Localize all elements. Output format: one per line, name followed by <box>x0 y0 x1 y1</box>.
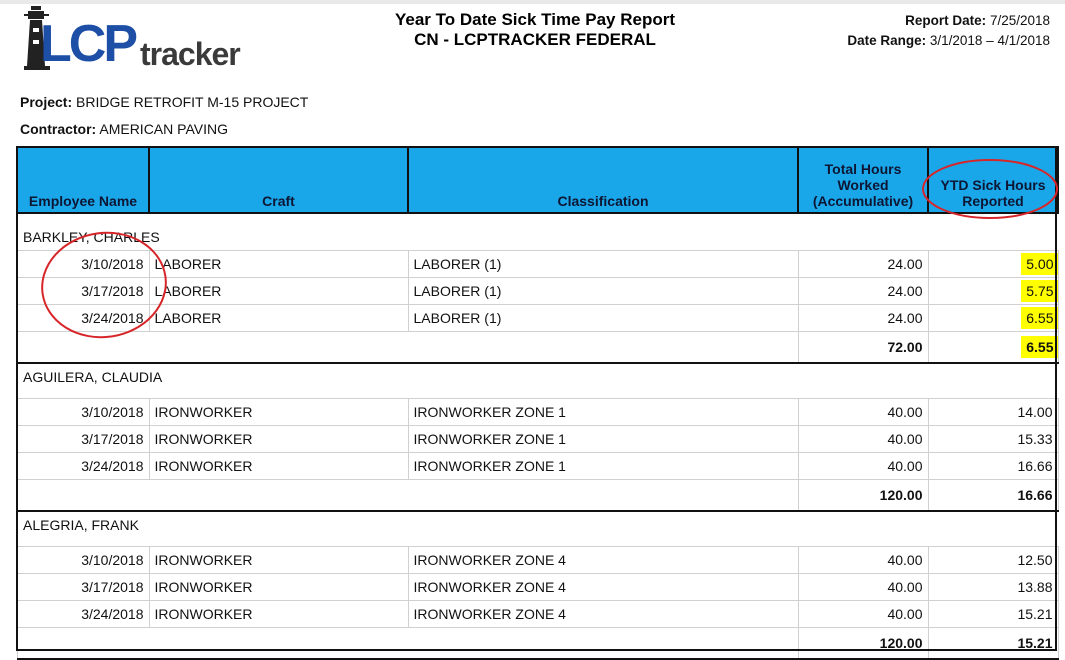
cell-hours: 40.00 <box>798 453 928 480</box>
employee-name: AGUILERA, CLAUDIA <box>23 369 163 385</box>
employee-name: BARKLEY, CHARLES <box>23 229 160 245</box>
cell-date: 3/24/2018 <box>17 601 149 628</box>
cell-ytd: 15.33 <box>928 426 1058 453</box>
date-range-label: Date Range: <box>847 33 927 48</box>
total-hours: 120.00 <box>798 480 928 512</box>
cell-ytd <box>928 251 1058 278</box>
report-title-line1: Year To Date Sick Time Pay Report <box>395 10 675 29</box>
cell-craft: IRONWORKER <box>149 574 408 601</box>
group-spacer <box>17 538 1058 547</box>
contractor-value: AMERICAN PAVING <box>99 121 228 137</box>
employee-total-row <box>17 332 1058 364</box>
highlighted-ytd-value: 6.55 <box>1021 307 1057 329</box>
col-header-total-hours-line1: Total Hours <box>824 161 902 177</box>
col-header-ytd-sick-hours <box>928 147 1058 213</box>
table-header-row <box>17 147 1058 213</box>
cell-date: 3/10/2018 <box>17 399 149 426</box>
col-header-classification: Classification <box>408 147 798 213</box>
table-row <box>17 251 1058 278</box>
highlighted-ytd-value: 5.00 <box>1021 253 1057 275</box>
col-header-total-hours-line2: Worked <box>837 177 889 193</box>
cell-hours: 40.00 <box>798 601 928 628</box>
table-body <box>17 213 1058 659</box>
project-line <box>20 94 308 110</box>
cell-date: 3/24/2018 <box>17 305 149 332</box>
employee-group-row <box>17 213 1058 251</box>
cell-craft: IRONWORKER <box>149 426 408 453</box>
top-border <box>0 0 1065 4</box>
cell-hours: 40.00 <box>798 399 928 426</box>
cell-ytd: 16.66 <box>928 453 1058 480</box>
col-header-employee: Employee Name <box>17 147 149 213</box>
cell-ytd <box>928 278 1058 305</box>
sick-time-table <box>16 146 1059 660</box>
employee-group-row <box>17 511 1058 538</box>
report-meta <box>847 11 1050 51</box>
table-row <box>17 547 1058 574</box>
highlighted-total-ytd: 6.55 <box>1021 336 1057 358</box>
total-spacer <box>17 332 798 364</box>
cell-hours: 24.00 <box>798 305 928 332</box>
contractor-label: Contractor: <box>20 121 97 137</box>
col-header-ytd-line2: Reported <box>962 193 1024 209</box>
cell-date: 3/17/2018 <box>17 574 149 601</box>
report-title-line2: CN - LCPTRACKER FEDERAL <box>414 30 656 49</box>
contractor-line <box>20 121 228 137</box>
cell-hours: 40.00 <box>798 426 928 453</box>
total-hours: 72.00 <box>798 332 928 364</box>
table-row <box>17 601 1058 628</box>
highlighted-ytd-value: 5.75 <box>1021 280 1057 302</box>
cell-hours: 40.00 <box>798 547 928 574</box>
table-row <box>17 399 1058 426</box>
report-date-value: 7/25/2018 <box>989 13 1050 28</box>
date-range-value: 3/1/2018 – 4/1/2018 <box>929 33 1050 48</box>
cell-classification: LABORER (1) <box>408 305 798 332</box>
table-row <box>17 574 1058 601</box>
cell-ytd: 13.88 <box>928 574 1058 601</box>
cell-craft: IRONWORKER <box>149 399 408 426</box>
total-ytd: 15.21 <box>928 628 1058 660</box>
total-spacer <box>17 628 798 660</box>
total-ytd <box>928 332 1058 364</box>
cell-date: 3/17/2018 <box>17 426 149 453</box>
cell-hours: 24.00 <box>798 251 928 278</box>
project-label: Project: <box>20 94 73 110</box>
cell-craft: LABORER <box>149 278 408 305</box>
cell-craft: IRONWORKER <box>149 547 408 574</box>
cell-craft: LABORER <box>149 251 408 278</box>
cell-classification: IRONWORKER ZONE 1 <box>408 453 798 480</box>
cell-classification: IRONWORKER ZONE 4 <box>408 547 798 574</box>
cell-classification: LABORER (1) <box>408 278 798 305</box>
project-value: BRIDGE RETROFIT M-15 PROJECT <box>76 94 309 110</box>
report-title <box>330 10 740 50</box>
table-row <box>17 426 1058 453</box>
cell-craft: IRONWORKER <box>149 453 408 480</box>
cell-ytd <box>928 305 1058 332</box>
cell-classification: IRONWORKER ZONE 4 <box>408 601 798 628</box>
cell-date: 3/10/2018 <box>17 547 149 574</box>
employee-total-row <box>17 480 1058 512</box>
total-spacer <box>17 480 798 512</box>
cell-date: 3/10/2018 <box>17 251 149 278</box>
group-spacer <box>17 390 1058 399</box>
cell-craft: LABORER <box>149 305 408 332</box>
report-date-label: Report Date: <box>905 13 987 28</box>
employee-total-row <box>17 628 1058 660</box>
cell-date: 3/24/2018 <box>17 453 149 480</box>
cell-craft: IRONWORKER <box>149 601 408 628</box>
cell-ytd: 12.50 <box>928 547 1058 574</box>
cell-hours: 24.00 <box>798 278 928 305</box>
col-header-ytd-line1: YTD Sick Hours <box>940 177 1046 193</box>
cell-classification: IRONWORKER ZONE 4 <box>408 574 798 601</box>
col-header-total-hours <box>798 147 928 213</box>
table-row <box>17 305 1058 332</box>
cell-classification: IRONWORKER ZONE 1 <box>408 399 798 426</box>
cell-ytd: 14.00 <box>928 399 1058 426</box>
lcptracker-logo <box>22 6 252 72</box>
col-header-craft: Craft <box>149 147 408 213</box>
cell-hours: 40.00 <box>798 574 928 601</box>
total-hours: 120.00 <box>798 628 928 660</box>
col-header-total-hours-line3: (Accumulative) <box>812 193 914 209</box>
cell-ytd: 15.21 <box>928 601 1058 628</box>
total-ytd: 16.66 <box>928 480 1058 512</box>
cell-date: 3/17/2018 <box>17 278 149 305</box>
employee-group-row <box>17 363 1058 390</box>
logo-brand-suffix: tracker <box>140 36 240 72</box>
logo-brand-text: LCP <box>40 15 135 73</box>
cell-classification: LABORER (1) <box>408 251 798 278</box>
table-row <box>17 278 1058 305</box>
cell-classification: IRONWORKER ZONE 1 <box>408 426 798 453</box>
table-row <box>17 453 1058 480</box>
employee-name: ALEGRIA, FRANK <box>23 517 139 533</box>
